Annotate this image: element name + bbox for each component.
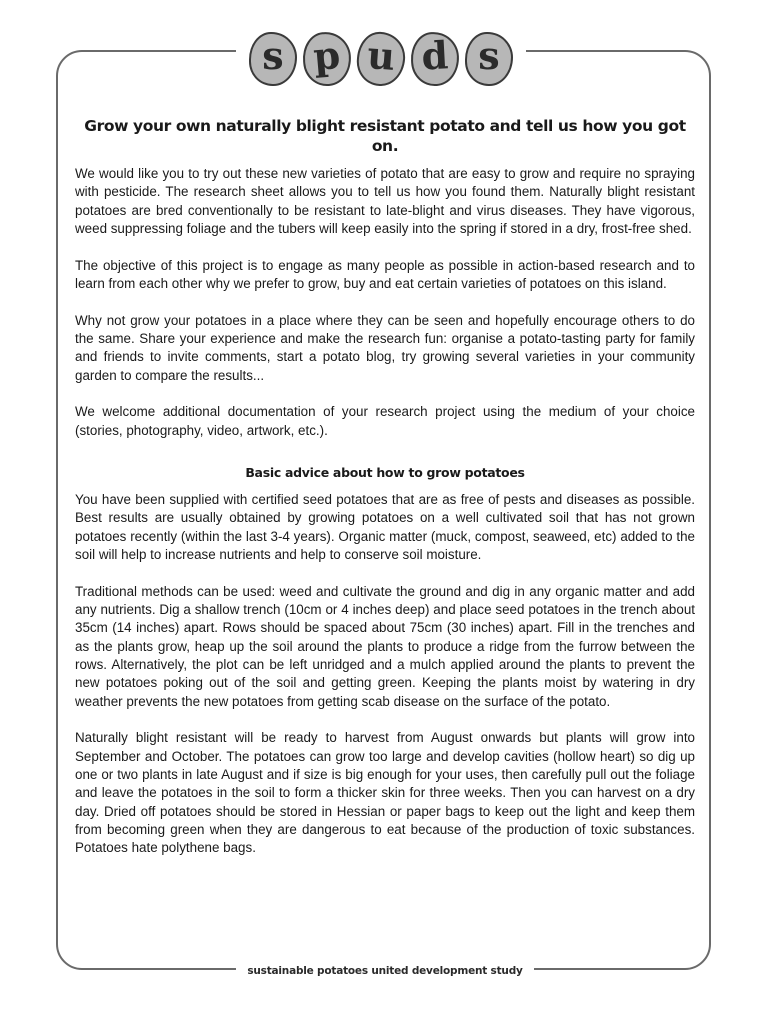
logo-letter-p: p [301,30,354,88]
footer-tagline: sustainable potatoes united development study [236,960,534,982]
spuds-logo [236,26,526,92]
advice-paragraph: You have been supplied with certified seed potatoes that are as free of pests and diseases as possible. Best results are usually obtained by growing potatoes on a well cultivated soil that has not grown potatoes recently (within the last 3-4 years). Organic matter (muck, compost, seaweed, etc) added to the soil will help to increase nutrients and help to conserve soil moisture. [75,492,695,562]
intro-paragraph: The objective of this project is to engage as many people as possible in action-based research and to learn from each other why we prefer to grow, buy and eat certain varieties of potatoes on this island. [75,257,695,291]
advice-paragraph: Naturally blight resistant will be ready to harvest from August onwards but plants will grow into September and October. The potatoes can grow too large and develop cavities (hollow heart) so dig up one or two plants in late August and if size is big enough for your uses, then carefully pull out the foliage and leave the potatoes in the soil to form a thicker skin for three weeks. Then you can harvest on a dry day. Dried off potatoes should be stored in Hessian or paper bags to keep out the light and keep them from becoming green when they are dangerous to eat because of the production of toxic substances. Potatoes hate polythene bags. [75,730,695,856]
logo-letter-d: d [410,31,461,87]
page-title: Grow your own naturally blight resistant potato and tell us how you got on. [84,117,686,155]
intro-paragraph: We would like you to try out these new varieties of potato that are easy to grow and require no spraying with pesticide. The research sheet allows you to tell us how you found them. Naturally blight resistant potatoes are bred conventionally to be resistant to late-blight and virus diseases. They have vigorous, weed suppressing foliage and the tubers will keep easily into the spring if stored in a dry, frost-free shed. [75,166,695,236]
intro-paragraph: We welcome additional documentation of your research project using the medium of your choice (stories, photography, video, artwork, etc.). [75,404,695,438]
advice-heading: Basic advice about how to grow potatoes [245,465,525,481]
logo-letter-u: u [355,30,407,87]
logo-letter-s2: s [465,32,513,86]
intro-paragraph: Why not grow your potatoes in a place where they can be seen and hopefully encourage others to do the same. Share your experience and make the research fun: organise a potato-tasting party for family and friends to invite comments, start a potato blog, try growing several varieties in your community garden to compare the results... [75,312,695,383]
document-body [75,116,695,876]
advice-paragraph: Traditional methods can be used: weed and cultivate the ground and dig in any organic matter and add any nutrients. Dig a shallow trench (10cm or 4 inches deep) and place seed potatoes in the trench about 35cm (14 inches) apart. Rows should be spaced about 75cm (30 inches) apart. Fill in the trenches and as the plants grow, heap up the soil around the plants to produce a ridge from the furrow between the rows. Alternatively, the plot can be left unridged and a mulch applied around the plants to prevent the new potatoes poking out of the soil and getting green. Keeping the plants moist by watering in dry weather prevents the new potatoes from getting scab disease on the surface of the potato. [75,583,695,709]
logo-letter-s: s [249,32,297,86]
